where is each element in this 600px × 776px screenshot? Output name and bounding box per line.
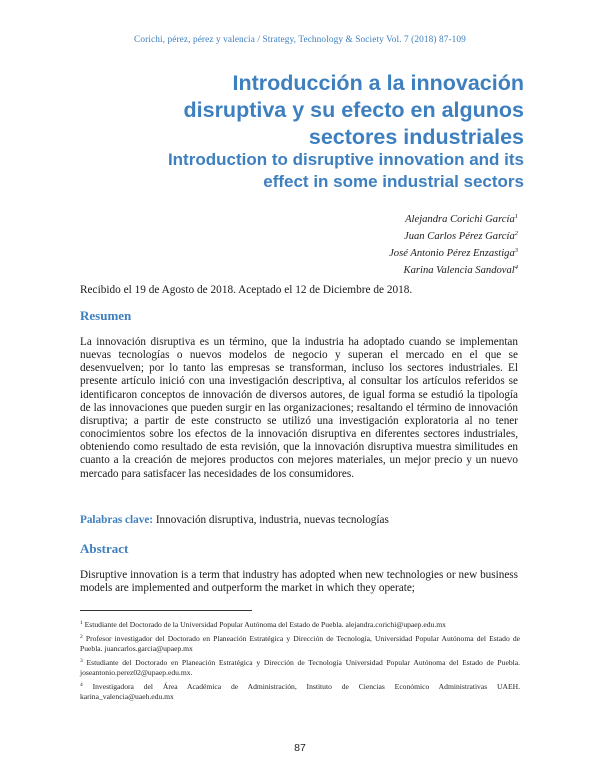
author: Alejandra Corichi García$^1$: [405, 213, 518, 225]
footnotes: [80, 618, 520, 704]
footnote: $^1$ Estudiante del Doctorado de la Universidad Popular Autónoma del Estado de Puebla. alejandra.corichi@upaep.edu.mx: [80, 620, 446, 629]
resumen-paragraph: La innovación disruptiva es un término, que la industria ha adoptado cuando se implementan nuevas tecnologías o nuevos modelos de negocio y superan el mercado en el que se desenvuelven; por lo tanto las empresas se transforman, incluso los sectores industriales. El presente artículo inició con una investigación descriptiva, al consultar los artículos referidos se identificaron conceptos de innovación de diversos autores, de igual forma se estudió la tipología de las innovaciones que pueden surgir en las organizaciones; resaltando el término de innovación disruptiva; a partir de este constructo se utilizó una investigación exploratoria al no tener conocimientos sobre los efectos de la innovación disruptiva en diferentes sectores industriales, obteniendo como resultado de esta revisión, que la innovación disruptiva muestra similitudes en cuanto a la creación de mejores productos con mejores materiales, un mejor precio y un nuevo mercado para satisfacer las necesidades de los consumidores.: [80, 336, 518, 480]
page-number: 87: [294, 742, 306, 754]
keywords: [80, 514, 389, 526]
abstract-paragraph: Disruptive innovation is a term that industry has adopted when new technologies or new business models are implemented and outperform the market in which they operate;: [80, 569, 518, 595]
running-head: Corichi, pérez, pérez y valencia / Strategy, Technology & Society Vol. 7 (2018) 87-109: [134, 35, 466, 45]
title-spanish-line: disruptiva y su efecto en algunos: [183, 98, 524, 122]
footnote-divider: [80, 610, 252, 611]
title-english-line: effect in some industrial sectors: [263, 171, 524, 191]
footnote: $^3$ Estudiante del Doctorado en Planeación Estratégica y Dirección de Tecnología Universidad Popular Autónoma del Estado de Puebla. joseantonio.perez02@upaep.edu.mx.: [80, 657, 520, 677]
footnote: $^2$ Profesor investigador del Doctorado en Planeación Estratégica y Dirección de Tecnología, Universidad Popular Autónoma del Estado de Puebla. juancarlos.garcia@upaep.mx: [80, 633, 520, 653]
keywords-label: Palabras clave:: [80, 514, 154, 526]
title-spanish-line: Introducción a la innovación: [232, 71, 524, 95]
author: Juan Carlos Pérez García$^2$: [404, 230, 518, 242]
author-list: [389, 210, 518, 278]
author: Karina Valencia Sandoval$^4$: [403, 264, 518, 276]
title-spanish-line: sectores industriales: [308, 125, 524, 149]
title-english: [168, 149, 524, 192]
title-english-line: Introduction to disruptive innovation and its: [167, 150, 524, 169]
abstract-heading: Abstract: [80, 541, 129, 556]
author: José Antonio Pérez Enzastiga$^3$: [389, 247, 518, 259]
footnote: $^4$ Investigadora del Área Académica de Administración, Instituto de Ciencias Económico Administrativas UAEH. karina_valencia@uaeh.edu.mx: [80, 681, 521, 701]
keywords-text: Innovación disruptiva, industria, nuevas tecnologías: [155, 514, 389, 526]
title-spanish: [168, 70, 524, 151]
resumen-heading: Resumen: [80, 308, 132, 323]
title-block: [168, 70, 524, 192]
received-date: Recibido el 19 de Agosto de 2018. Aceptado el 12 de Diciembre de 2018.: [80, 284, 413, 296]
